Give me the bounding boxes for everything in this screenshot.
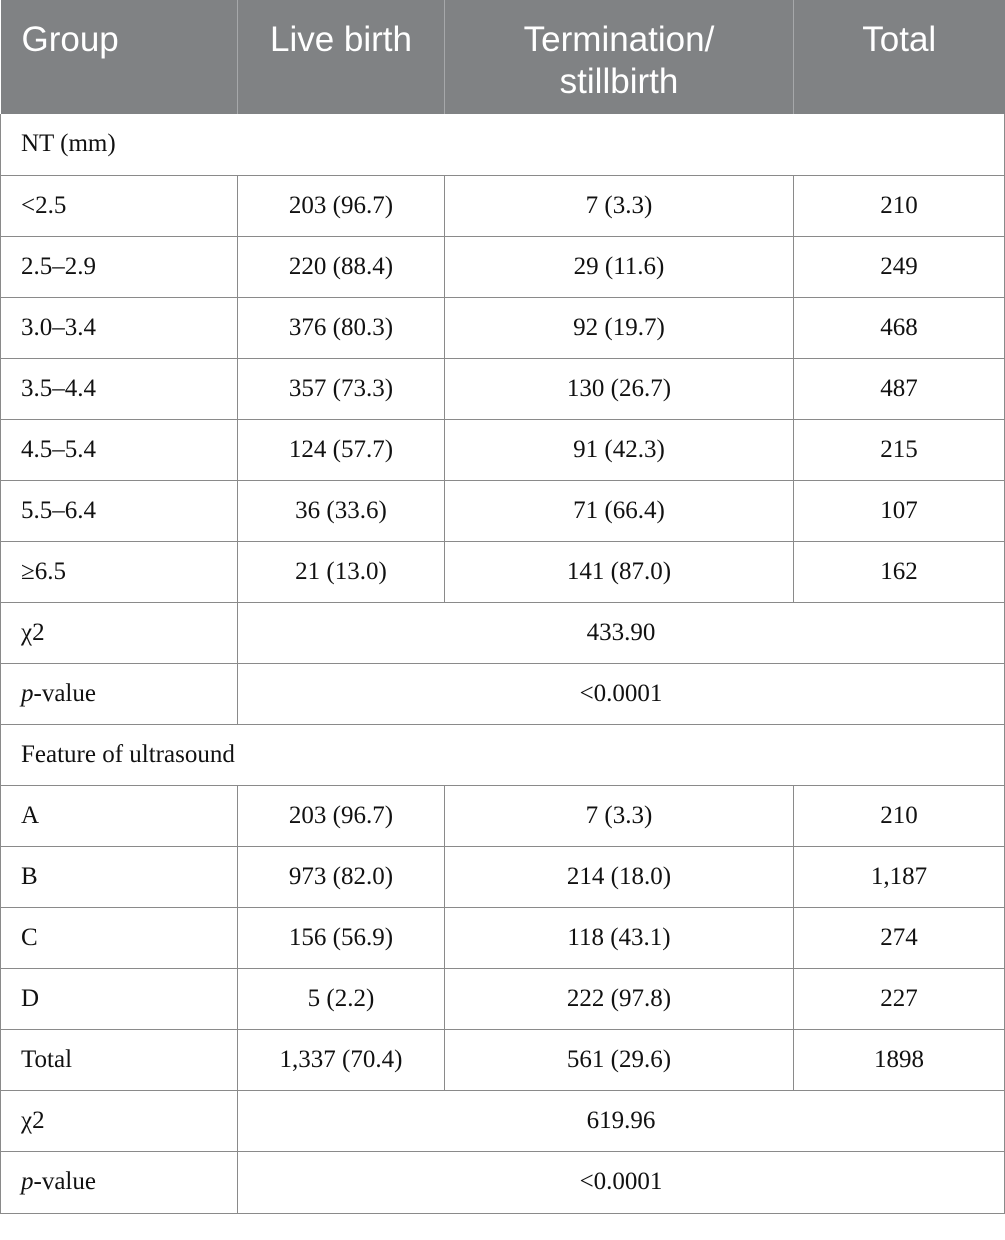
cell-term: 214 (18.0) <box>445 846 794 907</box>
cell-total: 487 <box>794 358 1005 419</box>
cell-total: 227 <box>794 968 1005 1029</box>
section-row-ultrasound <box>1 724 1005 785</box>
cell-term: 118 (43.1) <box>445 907 794 968</box>
table-row <box>1 480 1005 541</box>
cell-term: 92 (19.7) <box>445 297 794 358</box>
table-row <box>1 1029 1005 1090</box>
cell-total: 210 <box>794 175 1005 236</box>
cell-live: 973 (82.0) <box>238 846 445 907</box>
cell-term: 130 (26.7) <box>445 358 794 419</box>
table-row <box>1 907 1005 968</box>
p-value: <0.0001 <box>238 1151 1005 1213</box>
table-row <box>1 968 1005 1029</box>
cell-group: ≥6.5 <box>1 541 238 602</box>
cell-term: 71 (66.4) <box>445 480 794 541</box>
chi2-label: χ2 <box>1 1090 238 1151</box>
table-row <box>1 358 1005 419</box>
table-row <box>1 785 1005 846</box>
cell-group: C <box>1 907 238 968</box>
header-termination-line1: Termination/ <box>523 20 715 59</box>
cell-term: 561 (29.6) <box>445 1029 794 1090</box>
cell-live: 124 (57.7) <box>238 419 445 480</box>
table-row <box>1 846 1005 907</box>
cell-term: 29 (11.6) <box>445 236 794 297</box>
cell-group: B <box>1 846 238 907</box>
cell-live: 5 (2.2) <box>238 968 445 1029</box>
chi2-label: χ2 <box>1 602 238 663</box>
cell-total: 468 <box>794 297 1005 358</box>
cell-term: 7 (3.3) <box>445 175 794 236</box>
cell-term: 7 (3.3) <box>445 785 794 846</box>
table-row <box>1 541 1005 602</box>
cell-total: 210 <box>794 785 1005 846</box>
chi2-value: 433.90 <box>238 602 1005 663</box>
table-row <box>1 419 1005 480</box>
cell-live: 1,337 (70.4) <box>238 1029 445 1090</box>
section-row-nt <box>1 114 1005 175</box>
cell-live: 156 (56.9) <box>238 907 445 968</box>
p-value-row-nt <box>1 663 1005 724</box>
cell-live: 36 (33.6) <box>238 480 445 541</box>
p-value-label: p-value <box>1 1151 238 1213</box>
p-value-label: p-value <box>1 663 238 724</box>
table-row <box>1 175 1005 236</box>
header-group: Group <box>1 0 238 114</box>
cell-total: 107 <box>794 480 1005 541</box>
cell-live: 220 (88.4) <box>238 236 445 297</box>
table-body <box>1 114 1005 1213</box>
cell-term: 91 (42.3) <box>445 419 794 480</box>
cell-total: 162 <box>794 541 1005 602</box>
cell-total: 1,187 <box>794 846 1005 907</box>
cell-group: 3.0–3.4 <box>1 297 238 358</box>
cell-group: A <box>1 785 238 846</box>
table-row <box>1 236 1005 297</box>
cell-group: <2.5 <box>1 175 238 236</box>
chi2-row-ultrasound <box>1 1090 1005 1151</box>
cell-total: 1898 <box>794 1029 1005 1090</box>
header-total: Total <box>794 0 1005 114</box>
cell-term: 141 (87.0) <box>445 541 794 602</box>
cell-group: 2.5–2.9 <box>1 236 238 297</box>
header-live-birth: Live birth <box>238 0 445 114</box>
chi2-row-nt <box>1 602 1005 663</box>
cell-live: 357 (73.3) <box>238 358 445 419</box>
cell-term: 222 (97.8) <box>445 968 794 1029</box>
cell-group: 5.5–6.4 <box>1 480 238 541</box>
cell-group: 4.5–5.4 <box>1 419 238 480</box>
section-title-ultrasound: Feature of ultrasound <box>1 724 1005 785</box>
cell-total: 215 <box>794 419 1005 480</box>
cell-group: Total <box>1 1029 238 1090</box>
cell-live: 203 (96.7) <box>238 785 445 846</box>
table-header <box>1 0 1005 114</box>
cell-total: 274 <box>794 907 1005 968</box>
cell-live: 203 (96.7) <box>238 175 445 236</box>
section-title-nt: NT (mm) <box>1 114 1005 175</box>
header-termination <box>445 0 794 114</box>
chi2-value: 619.96 <box>238 1090 1005 1151</box>
cell-group: 3.5–4.4 <box>1 358 238 419</box>
header-termination-line2: stillbirth <box>559 62 679 101</box>
p-value: <0.0001 <box>238 663 1005 724</box>
cell-live: 376 (80.3) <box>238 297 445 358</box>
table-row <box>1 297 1005 358</box>
cell-total: 249 <box>794 236 1005 297</box>
cell-group: D <box>1 968 238 1029</box>
cell-live: 21 (13.0) <box>238 541 445 602</box>
p-value-row-ultrasound <box>1 1151 1005 1213</box>
